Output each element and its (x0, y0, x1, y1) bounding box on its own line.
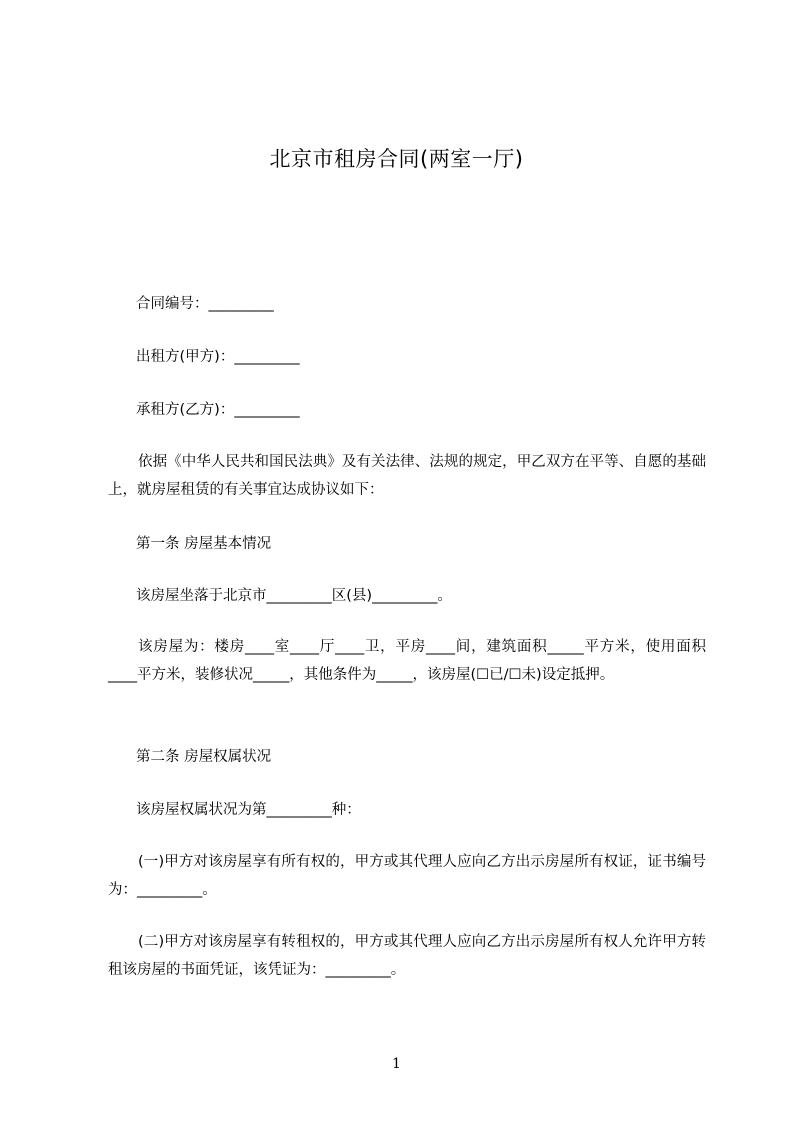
contract-number-line: 合同编号：_________ (136, 296, 274, 312)
article2-item1-paragraph: (一)甲方对该房屋享有所有权的，甲方或其代理人应向乙方出示房屋所有权证，证书编号为：_________。 (108, 854, 706, 898)
article2-type-line: 该房屋权属状况为第_________种： (136, 802, 361, 818)
page-number: 1 (392, 1056, 401, 1072)
lessor-line: 出租方(甲方)：_________ (136, 349, 300, 365)
article1-heading: 第一条 房屋基本情况 (136, 536, 272, 552)
article1-details-paragraph: 该房屋为：楼房____室____厅____卫，平房____间，建筑面积_____平方米，使用面积____平方米，装修状况_____，其他条件为_____，该房屋(☐已/☐未)设定抵押。 (108, 639, 706, 683)
page-title: 北京市租房合同(两室一厅) (269, 147, 524, 171)
article2-item2-paragraph: (二)甲方对该房屋享有转租权的，甲方或其代理人应向乙方出示房屋所有权人允许甲方转租该房屋的书面凭证，该凭证为：_________。 (108, 934, 706, 978)
article2-heading: 第二条 房屋权属状况 (136, 749, 272, 765)
lessee-line: 承租方(乙方)：_________ (136, 402, 300, 418)
preamble-paragraph: 依据《中华人民共和国民法典》及有关法律、法规的规定，甲乙双方在平等、自愿的基础上，就房屋租赁的有关事宜达成协议如下： (108, 454, 706, 498)
article1-location-line: 该房屋坐落于北京市_________区(县)_________。 (136, 588, 452, 604)
